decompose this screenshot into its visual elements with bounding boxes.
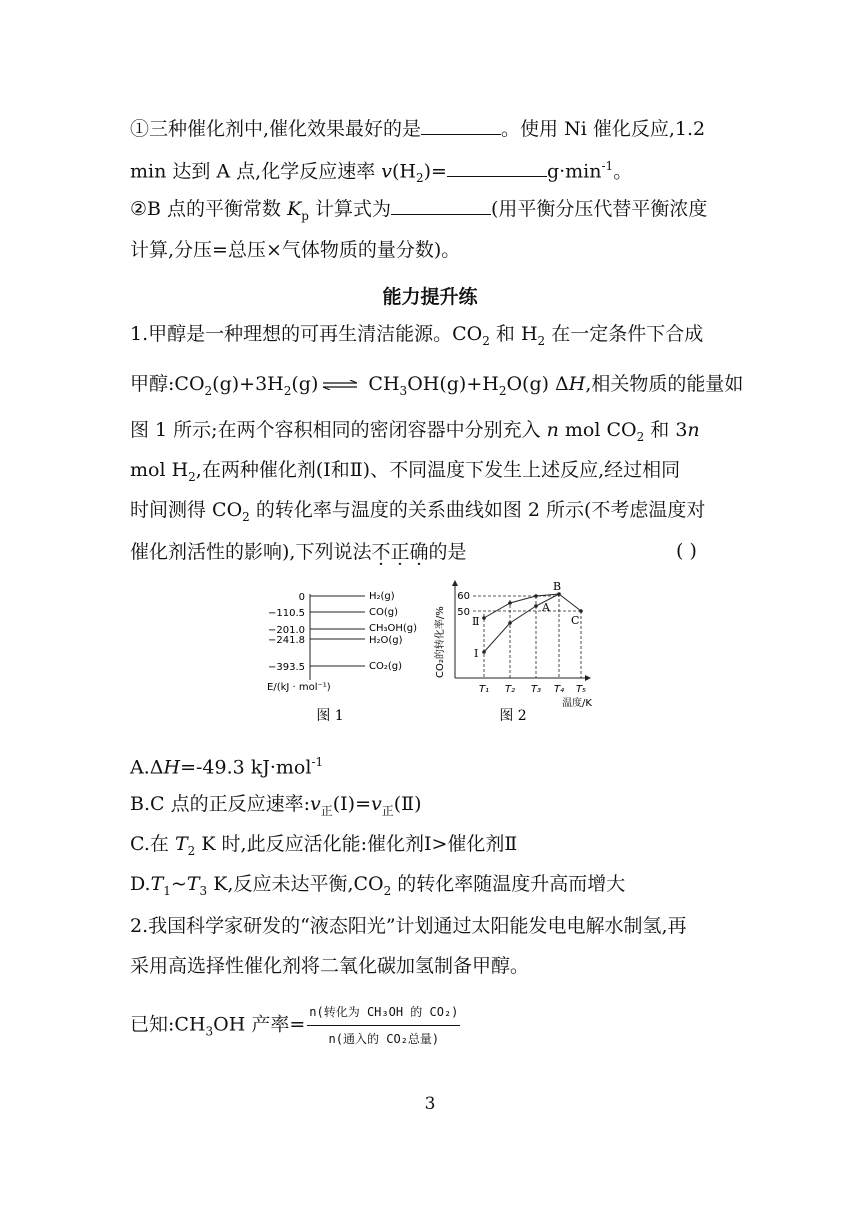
- point-label: C: [571, 614, 580, 627]
- axis-label: E/(kJ · mol⁻¹): [267, 682, 331, 693]
- energy-label: −201.0: [267, 625, 305, 636]
- equilibrium-arrow-icon: [322, 380, 358, 390]
- question-line: 时间测得 $CO_2$ 的转化率与温度的关系曲线如图 2 所示(不考虑温度对: [130, 499, 706, 524]
- yield-fraction: [307, 1000, 460, 1051]
- question-line: 已知$:CH_3OH$ 产率= $\frac{\text{n(转化为 CH₃OH 的 CO₂)}}{\text{n(通入的 CO₂总量)}}$: [130, 1000, 460, 1051]
- fraction-numerator: n(转化为 CH₃OH 的 CO₂): [307, 1000, 460, 1026]
- conversion-chart: [433, 580, 592, 724]
- y-axis-label: CO₂的转化率/%: [435, 606, 446, 678]
- fraction-denominator: n(通入的 CO₂总量): [328, 1032, 440, 1046]
- species-label: H₂(g): [369, 591, 395, 602]
- question-line: 2.我国科学家研发的“液态阳光”计划通过太阳能发电电解水制氢,再: [130, 915, 687, 937]
- figure: [255, 578, 595, 733]
- curve-label: Ⅰ: [474, 647, 479, 660]
- section-heading: 能力提升练: [382, 286, 478, 308]
- point-label: B: [553, 580, 562, 593]
- answer-blank[interactable]: [421, 116, 501, 135]
- question-line: 采用高选择性催化剂将二氧化碳加氢制备甲醇。: [130, 955, 530, 977]
- question-line: ②B 点的平衡常数 $K_p$ 计算式为 (用平衡分压代替平衡浓度: [130, 198, 708, 223]
- answer-blank[interactable]: [391, 196, 491, 215]
- x-axis-label: 温度/K: [562, 698, 592, 709]
- energy-label: 0: [298, 592, 305, 603]
- curve-label: Ⅱ: [472, 615, 480, 628]
- figure-caption: 图 2: [499, 708, 527, 724]
- question-line: ①三种催化剂中,催化效果最好的是 。使用 Ni 催化反应,1.2: [130, 118, 706, 140]
- figure-caption: 图 1: [316, 708, 344, 724]
- energy-label: −110.5: [267, 608, 305, 619]
- question-line: 图 1 所示;在两个容积相同的密闭容器中分别充入 n mol $CO_2$ 和 3n: [130, 419, 700, 444]
- x-tick-label: T₄: [553, 684, 565, 695]
- species-label: CH₃OH(g): [369, 623, 418, 634]
- x-tick-label: T₅: [575, 684, 587, 695]
- option-d[interactable]: $D.T_1\sim T_3$ K,反应未达平衡$,CO_2$ 的转化率随温度升高而增大: [130, 873, 626, 898]
- answer-parentheses[interactable]: ( ): [676, 540, 697, 562]
- x-tick-label: T₁: [478, 684, 490, 695]
- energy-label: −393.5: [267, 662, 305, 673]
- x-tick-label: T₃: [530, 684, 542, 695]
- question-line: 计算,分压=总压×气体物质的量分数)。: [130, 239, 461, 261]
- option-b[interactable]: B.C 点的正反应速率$:v_正(Ⅰ)=v_正(Ⅱ)$: [130, 793, 422, 818]
- answer-blank[interactable]: [447, 158, 547, 177]
- y-tick-label: 50: [457, 607, 470, 618]
- y-tick-label: 60: [457, 591, 470, 602]
- point-label: A: [542, 601, 550, 614]
- question-line: 甲醇$:CO_2(g)+3H_2(g)$ $CH_3OH(g)+H_2O(g)$ ΔH,相关物质的能量如: [130, 373, 744, 398]
- species-label: H₂O(g): [369, 635, 403, 646]
- page-number: 3: [424, 1094, 436, 1114]
- question-line: min 达到 A 点,化学反应速率 $v(H_2)= g\cdot\min^{-1}$。: [130, 159, 633, 186]
- question-line: 催化剂活性的影响),下列说法不正确的是: [130, 541, 467, 563]
- energy-diagram: [267, 591, 417, 724]
- species-label: CO(g): [369, 607, 399, 618]
- option-a[interactable]: A.ΔH=-49.3 kJ·mol$^{-1}$: [130, 755, 324, 779]
- species-label: CO₂(g): [369, 661, 403, 672]
- question-line: 1.甲醇是一种理想的可再生清洁能源。$CO_2$ 和 $H_2$ 在一定条件下合成: [130, 323, 704, 348]
- question-line: mol $H_2$,在两种催化剂(Ⅰ和Ⅱ)、不同温度下发生上述反应,经过相同: [130, 459, 681, 484]
- option-c[interactable]: C.在 $T_2$ K 时,此反应活化能:催化剂Ⅰ>催化剂Ⅱ: [130, 833, 518, 858]
- energy-label: −241.8: [267, 635, 305, 646]
- x-tick-label: T₂: [504, 684, 516, 695]
